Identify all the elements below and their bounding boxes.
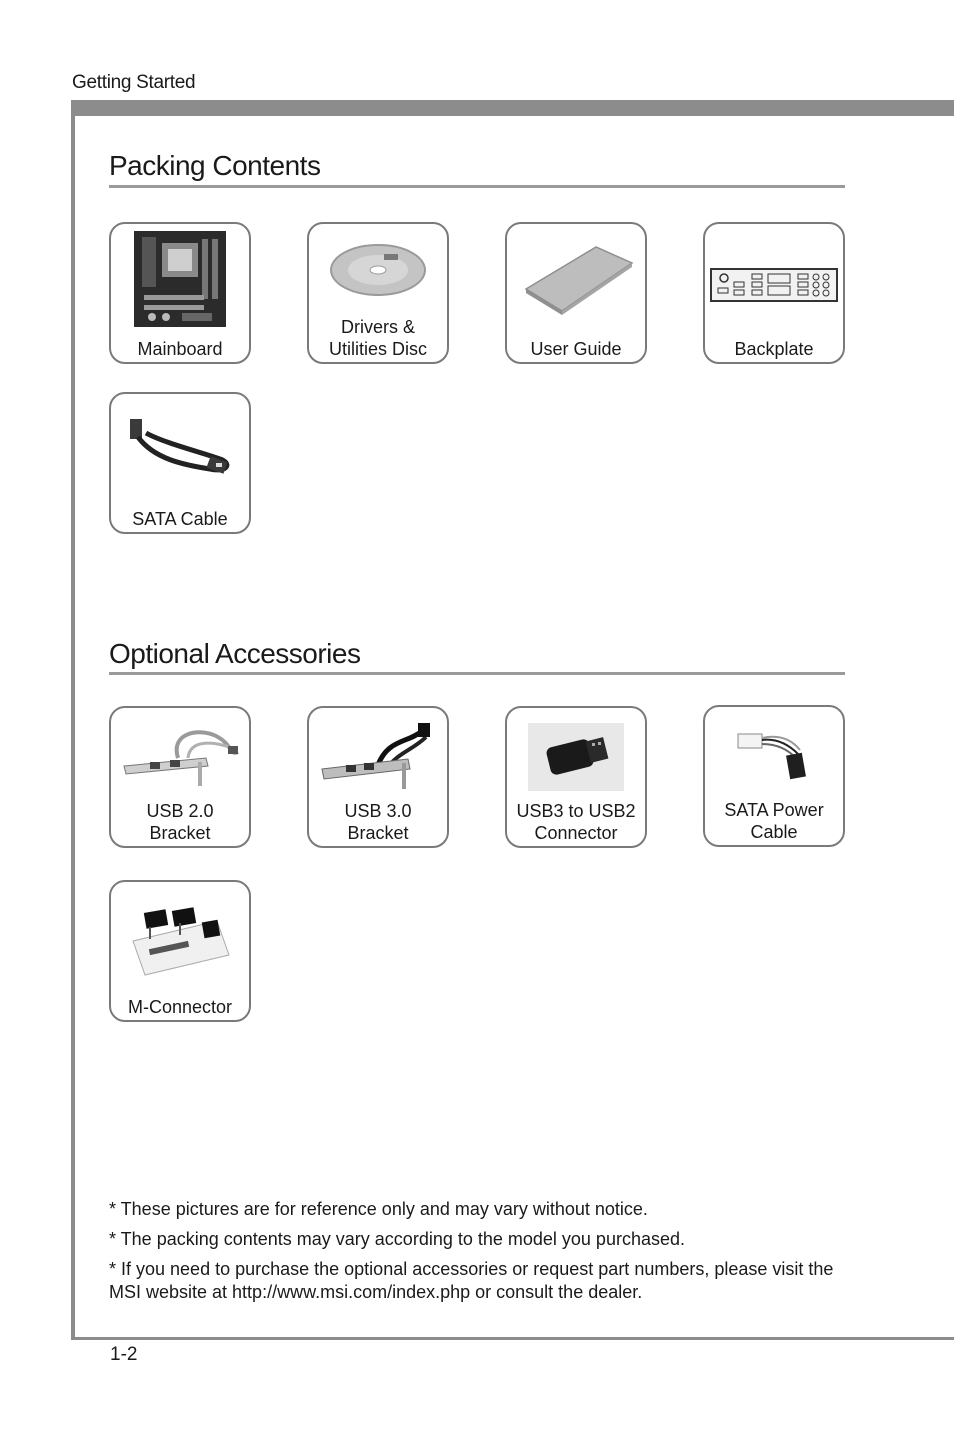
- top-bar: [72, 100, 954, 116]
- mainboard-icon: [111, 230, 249, 328]
- sata-power-cable-icon: [705, 713, 843, 799]
- card-label: USB3 to USB2 Connector: [516, 801, 636, 843]
- card-m-connector: [109, 880, 251, 1022]
- backplate-icon: [705, 230, 843, 340]
- card-usb-adapter: [505, 706, 647, 848]
- card-label: User Guide: [530, 339, 622, 359]
- usb2-bracket-icon: [111, 714, 249, 800]
- running-head: Getting Started: [72, 72, 196, 93]
- card-label: Backplate: [734, 339, 814, 359]
- card-label: Mainboard: [137, 339, 223, 359]
- card-sata-power: [703, 705, 845, 847]
- footnote: * If you need to purchase the optional accessories or request part numbers, please visit the MSI website at http://www.msi.com/index.php or consult the dealer.: [109, 1259, 834, 1302]
- disc-icon: [309, 230, 447, 310]
- packing-title: Packing Contents: [109, 150, 321, 181]
- page-number: 1-2: [110, 1344, 138, 1365]
- card-sata-cable: [109, 392, 251, 534]
- footnote: * These pictures are for reference only and may vary without notice.: [109, 1199, 648, 1219]
- card-usb2-bracket: [109, 706, 251, 848]
- card-backplate: [703, 222, 845, 364]
- bottom-rule: [72, 1337, 954, 1340]
- card-drivers-disc: [307, 222, 449, 364]
- card-label: SATA Power Cable: [724, 800, 824, 842]
- card-label: USB 2.0 Bracket: [146, 801, 214, 843]
- card-user-guide: [505, 222, 647, 364]
- card-mainboard: [109, 222, 251, 364]
- user-guide-icon: [507, 230, 645, 328]
- usb-adapter-icon: [507, 722, 645, 792]
- optional-rule: [109, 672, 845, 675]
- card-usb3-bracket: [307, 706, 449, 848]
- sata-cable-icon: [111, 408, 249, 494]
- left-rule: [71, 100, 75, 1340]
- card-label: USB 3.0 Bracket: [344, 801, 412, 843]
- footnote: * The packing contents may vary according to the model you purchased.: [109, 1229, 685, 1249]
- packing-rule: [109, 185, 845, 188]
- card-label: Drivers & Utilities Disc: [328, 317, 427, 359]
- optional-title: Optional Accessories: [109, 638, 361, 669]
- usb3-bracket-icon: [309, 714, 447, 800]
- card-label: M-Connector: [127, 997, 233, 1017]
- footnotes: [109, 1198, 859, 1311]
- card-label: SATA Cable: [132, 509, 228, 529]
- m-connector-icon: [111, 896, 249, 982]
